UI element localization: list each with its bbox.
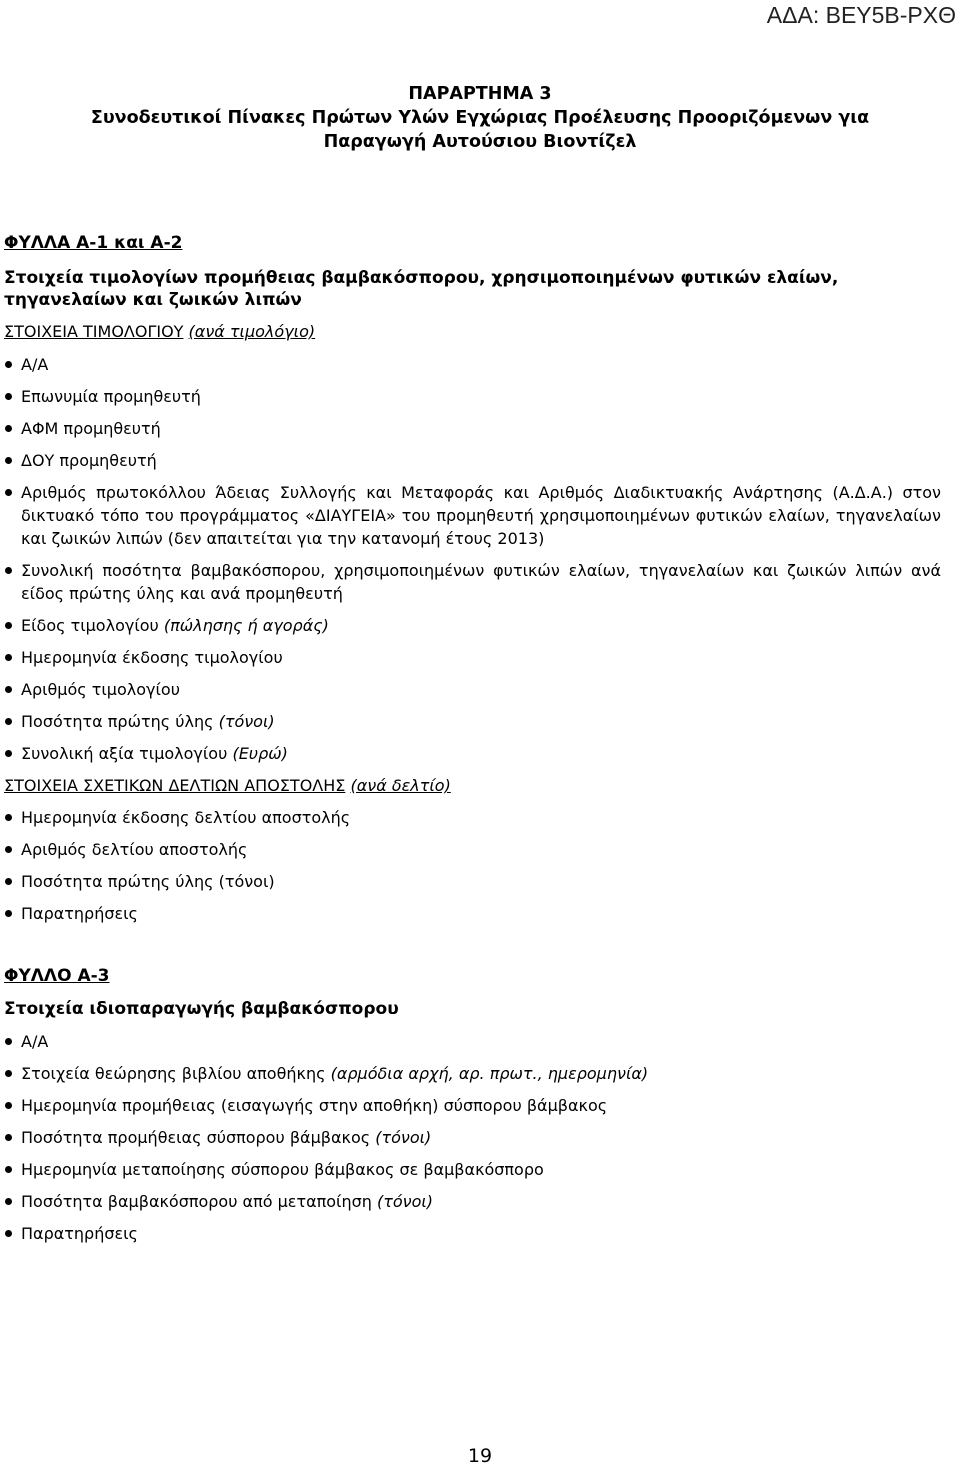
section2-title: ΦΥΛΛΟ Α-3	[4, 966, 110, 986]
list-item: Αριθμός δελτίου αποστολής	[4, 838, 941, 861]
annex-subtitle-line1: Συνοδευτικοί Πίνακες Πρώτων Υλών Εγχώριας Προέλευσης Προοριζόμενων για	[90, 108, 870, 128]
list-item: Συνολική ποσότητα βαμβακόσπορου, χρησιμοποιημένων φυτικών ελαίων, τηγανελαίων και ζωικών λιπών ανά είδος πρώτης ύλης και ανά προμηθευτή	[4, 559, 941, 605]
list-item: ΔΟΥ προμηθευτή	[4, 449, 941, 472]
list-item: Είδος τιμολογίου (πώλησης ή αγοράς)	[4, 614, 941, 637]
list-item: ΑΦΜ προμηθευτή	[4, 417, 941, 440]
section1-subtitle: Στοιχεία τιμολογίων προμήθειας βαμβακόσπορου, χρησιμοποιημένων φυτικών ελαίων, τηγανελαίων και ζωικών λιπών	[4, 268, 839, 310]
list-item: Α/Α	[4, 353, 941, 376]
page-number: 19	[467, 1445, 493, 1467]
ada-code: ΑΔΑ: ΒΕΥ5Β-ΡΧΘ	[766, 2, 956, 28]
invoice-heading: ΣΤΟΙΧΕΙΑ ΤΙΜΟΛΟΓΙΟΥ (ανά τιμολόγιο)	[4, 322, 316, 341]
list-item: Παρατηρήσεις	[4, 1222, 941, 1245]
list-item: Ημερομηνία προμήθειας (εισαγωγής στην αποθήκη) σύσπορου βάμβακος	[4, 1094, 941, 1117]
section2-subtitle: Στοιχεία ιδιοπαραγωγής βαμβακόσπορου	[4, 999, 399, 1019]
list-item: Στοιχεία θεώρησης βιβλίου αποθήκης (αρμόδια αρχή, αρ. πρωτ., ημερομηνία)	[4, 1062, 941, 1085]
delivery-heading: ΣΤΟΙΧΕΙΑ ΣΧΕΤΙΚΩΝ ΔΕΛΤΙΩΝ ΑΠΟΣΤΟΛΗΣ (ανά δελτίο)	[4, 776, 451, 795]
list-item: Παρατηρήσεις	[4, 902, 941, 925]
list-item: Αριθμός τιμολογίου	[4, 678, 941, 701]
list-item: Ημερομηνία μεταποίησης σύσπορου βάμβακος σε βαμβακόσπορο	[4, 1158, 941, 1181]
list-item: Συνολική αξία τιμολογίου (Ευρώ)	[4, 742, 941, 765]
list-item: Ημερομηνία έκδοσης δελτίου αποστολής	[4, 806, 941, 829]
list-item: Αριθμός πρωτοκόλλου Άδειας Συλλογής και Μεταφοράς και Αριθμός Διαδικτυακής Ανάρτησης (Α.Δ.Α.) στον δικτυακό τόπο του προγράμματος «ΔΙΑΥΓΕΙΑ» του προμηθευτή χρησιμοποιημένων φυτικών ελαίων, τηγανελαίων και ζωικών λιπών (δεν απαιτείται για την κατανομή έτους 2013)	[4, 481, 941, 550]
list-item: Ποσότητα πρώτης ύλης (τόνοι)	[4, 870, 941, 893]
document-body	[4, 232, 941, 1245]
section1-title: ΦΥΛΛΑ Α-1 και Α-2	[4, 233, 183, 253]
list-item: Ποσότητα προμήθειας σύσπορου βάμβακος (τόνοι)	[4, 1126, 941, 1149]
list-item: Α/Α	[4, 1030, 941, 1053]
list-item: Επωνυμία προμηθευτή	[4, 385, 941, 408]
annex-title: ΠΑΡΑΡΤΗΜΑ 3	[408, 84, 552, 104]
list-item: Ημερομηνία έκδοσης τιμολογίου	[4, 646, 941, 669]
document-header	[0, 82, 960, 154]
annex-subtitle-line2: Παραγωγή Αυτούσιου Βιοντίζελ	[323, 132, 637, 152]
list-item: Ποσότητα βαμβακόσπορου από μεταποίηση (τόνοι)	[4, 1190, 941, 1213]
list-item: Ποσότητα πρώτης ύλης (τόνοι)	[4, 710, 941, 733]
